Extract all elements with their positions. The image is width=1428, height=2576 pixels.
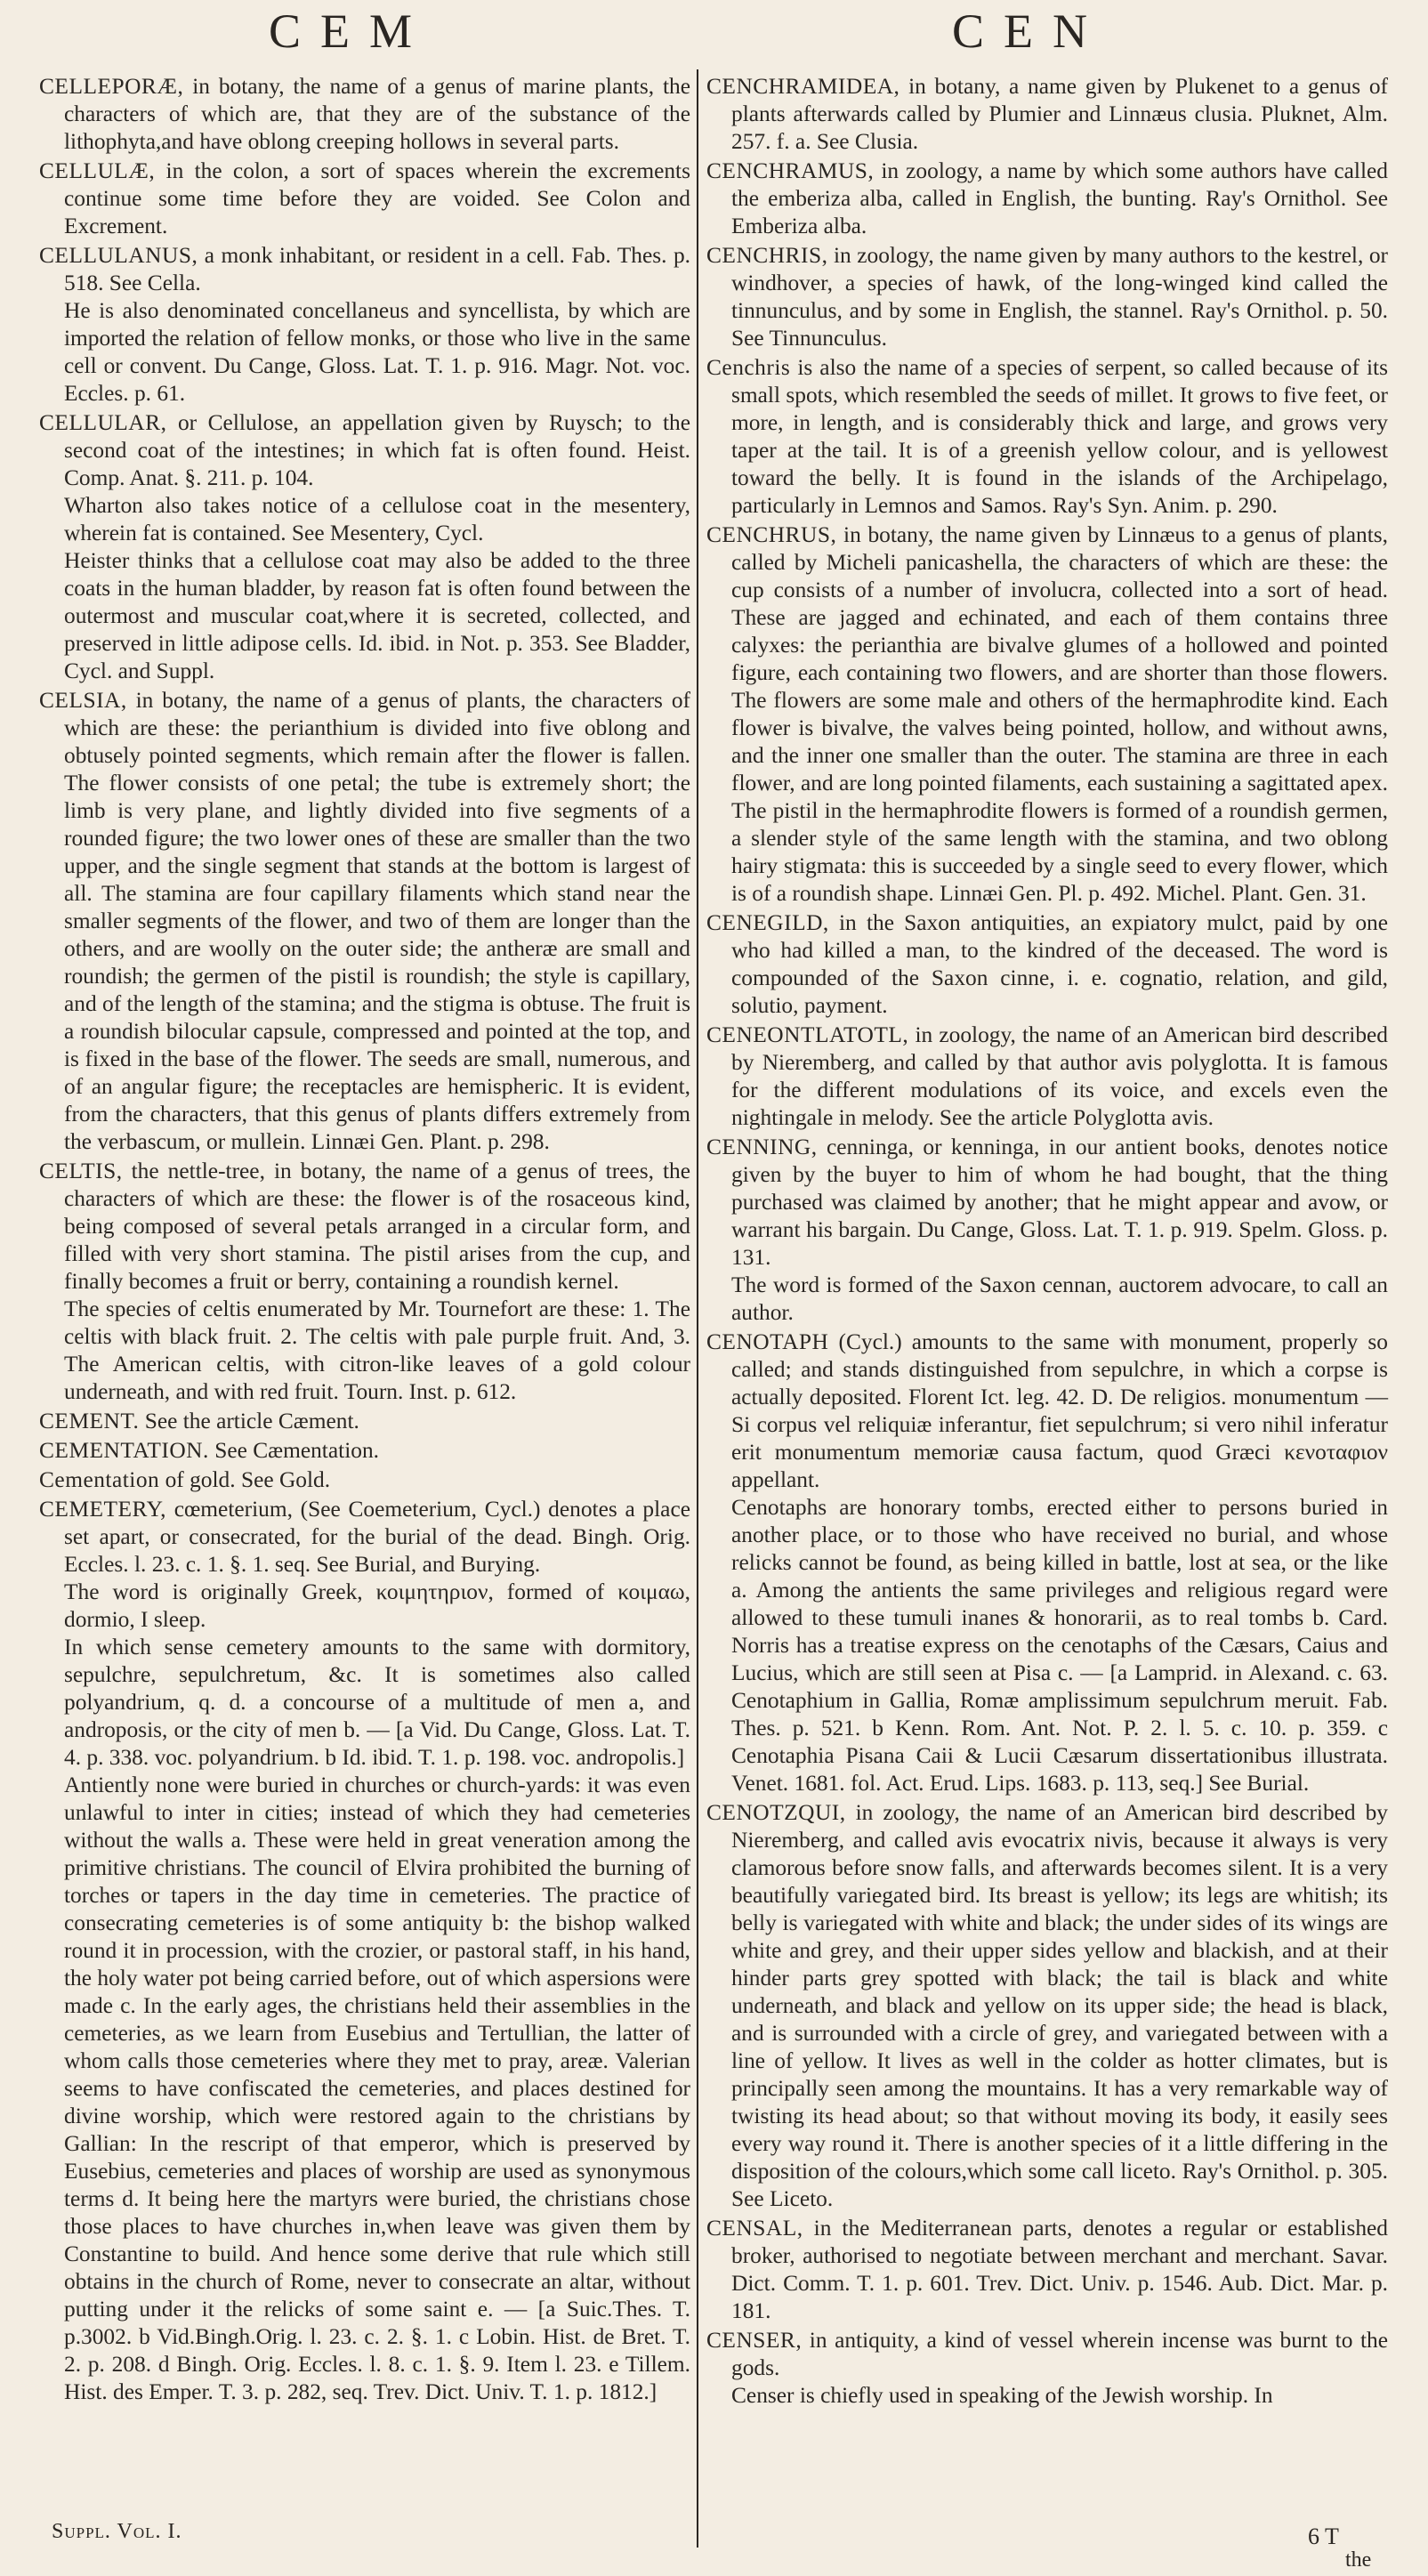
entry-headword: CEMENT. bbox=[39, 1409, 140, 1433]
dictionary-entry bbox=[39, 73, 690, 156]
entry-paragraph bbox=[39, 1634, 690, 1772]
entry-headword: CELLULAR, bbox=[39, 410, 167, 435]
entry-text: of gold. See Gold. bbox=[165, 1467, 331, 1492]
dictionary-entry bbox=[706, 909, 1388, 1020]
entry-text: Antiently none were buried in churches or church-yards: it was even unlawful to inter in cities; instead of which they had cemeteries without the walls a. These were held in great veneration among the primitive christians. The council of Elvira prohibited the burning of torches or tapers in the day time in cemeteries. The practice of consecrating cemeteries is of some antiquity b: the bishop walked round it in procession, with the crozier, or pastoral staff, in his hand, the holy water pot being carried before, out of which aspersions were made c. In the early ages, the christians held their assemblies in the cemeteries, as we learn from Eusebius and Tertullian, the latter of whom calls those cemeteries where they met to pray, areæ. Valerian seems to have confiscated the cemeteries, and places destined for divine worship, which were restored again to the christians by Gallian: In the rescript of that emperor, which is preserved by Eusebius, cemeteries and places of worship are used as synonymous terms d. It being here the martyrs were buried, the christians chose those places to have churches in,when leave was given them by Constantine to build. And hence some derive that rule which still obtains in the church of Rome, never to consecrate an altar, without putting under it the relicks of some saint e. — [a Suic.Thes. T. p.3002. b Vid.Bingh.Orig. l. 23. c. 2. §. 1. c Lobin. Hist. de Bret. T. 2. p. 208. d Bingh. Orig. Eccles. l. 8. c. 1. §. 9. Item l. 23. e Tillem. Hist. des Emper. T. 3. p. 282, seq. Trev. Dict. Univ. T. 1. p. 1812.] bbox=[64, 1773, 690, 2404]
entry-first-paragraph bbox=[706, 1328, 1388, 1494]
entry-paragraph bbox=[706, 1272, 1388, 1327]
running-head-right: CEN bbox=[952, 4, 1107, 58]
dictionary-entry bbox=[39, 409, 690, 685]
dictionary-entry bbox=[39, 1158, 690, 1406]
entry-first-paragraph bbox=[706, 1022, 1388, 1132]
entry-paragraph bbox=[39, 547, 690, 685]
dictionary-entry bbox=[706, 521, 1388, 908]
catchword: the bbox=[1345, 2548, 1372, 2572]
entry-text: The word is originally Greek, κοιμητηριον, formed of κοιμαω, dormio, I sleep. bbox=[64, 1579, 690, 1632]
entry-first-paragraph bbox=[706, 909, 1388, 1020]
entry-first-paragraph bbox=[706, 1799, 1388, 2213]
entry-headword: CELLULANUS, bbox=[39, 243, 198, 268]
dictionary-entry bbox=[39, 1408, 690, 1435]
entry-headword: CENCHRAMIDEA, bbox=[706, 74, 900, 99]
entry-headword: CENNING, bbox=[706, 1135, 818, 1159]
entry-paragraph bbox=[39, 1296, 690, 1406]
entry-headword: CENOTZQUI, bbox=[706, 1800, 846, 1825]
entry-text: in zoology, a name by which some authors have called the emberiza alba, called in English, the bunting. Ray's Ornithol. See Emberiza alba. bbox=[731, 158, 1388, 238]
dictionary-entry bbox=[39, 157, 690, 240]
dictionary-entry bbox=[706, 1022, 1388, 1132]
entry-text: in zoology, the name of an American bird described by Nieremberg, and called by that author avis polyglotta. It is famous for the different modulations of its voice, and excels even the nightingale in melody. See the article Polyglotta avis. bbox=[731, 1022, 1388, 1130]
dictionary-entry bbox=[706, 1328, 1388, 1797]
entry-first-paragraph bbox=[706, 2215, 1388, 2325]
entry-paragraph bbox=[39, 492, 690, 547]
dictionary-entry bbox=[39, 1496, 690, 2406]
dictionary-entry bbox=[706, 1134, 1388, 1327]
entry-text: in botany, a name given by Plukenet to a genus of plants afterwards called by Plumier and Linnæus clusia. Pluknet, Alm. 257. f. a. See Clusia. bbox=[731, 74, 1388, 154]
entry-first-paragraph bbox=[706, 2327, 1388, 2382]
dictionary-entry bbox=[706, 73, 1388, 156]
right-column bbox=[706, 73, 1388, 2411]
entry-headword: CENCHRAMUS, bbox=[706, 158, 875, 183]
entry-text: He is also denominated concellaneus and syncellista, by which are imported the relation of fellow monks, or those who live in the same cell or convent. Du Cange, Gloss. Lat. T. 1. p. 916. Magr. Not. voc. Eccles. p. 61. bbox=[64, 298, 690, 406]
entry-text: Wharton also takes notice of a cellulose coat in the mesentery, wherein fat is contained. See Mesentery, Cycl. bbox=[64, 493, 690, 545]
entry-text: The word is formed of the Saxon cennan, auctorem advocare, to call an author. bbox=[731, 1272, 1388, 1325]
entry-first-paragraph bbox=[39, 409, 690, 492]
entry-text: a monk inhabitant, or resident in a cell. Fab. Thes. p. 518. See Cella. bbox=[64, 243, 690, 295]
entry-headword: CENEONTLATOTL, bbox=[706, 1022, 909, 1047]
dictionary-entry bbox=[706, 2327, 1388, 2410]
entry-first-paragraph bbox=[39, 1158, 690, 1296]
entry-text: in botany, the name of a genus of marine plants, the characters of which are, that they are of the substance of the lithophyta,and have oblong creeping hollows in several parts. bbox=[64, 74, 690, 154]
entry-first-paragraph bbox=[39, 1466, 690, 1494]
footer-signature: 6 T bbox=[1308, 2524, 1339, 2549]
entry-text: in zoology, the name of an American bird described by Nieremberg, and called avis evocatrix nivis, because it always is very clamorous before snow falls, and afterwards becomes silent. It is a very beautifully variegated bird. Its breast is yellow; its legs are whitish; its belly is variegated with white and black; the under sides of its wings are white and grey, and their upper sides yellow and blackish, and at their hinder parts grey spotted with black; the tail is black and white underneath, and black and yellow on its upper side; the head is black, and is surrounded with a circle of grey, and variegated between with a line of yellow. It lives as well in the colder as hotter climates, but is principally seen among the mountains. It has a very remarkable way of twisting its head about; so that without moving its body, it easily sees every way round it. There is another species of it a little differing in the disposition of the colours,which some call liceto. Ray's Ornithol. p. 305. See Liceto. bbox=[731, 1800, 1388, 2211]
entry-first-paragraph bbox=[39, 242, 690, 297]
entry-text: the nettle-tree, in botany, the name of a genus of trees, the characters of which are these: the flower is of the rosaceous kind, being composed of several petals arranged in a circular form, and filled with very short stamina. The pistil arises from the cup, and finally becomes a fruit or berry, containing a roundish kernel. bbox=[64, 1159, 690, 1294]
entry-headword: CENCHRIS, bbox=[706, 243, 828, 268]
column-divider bbox=[697, 69, 698, 2548]
entry-text: See the article Cæment. bbox=[144, 1409, 359, 1433]
dictionary-entry bbox=[39, 687, 690, 1156]
entry-first-paragraph bbox=[39, 1437, 690, 1465]
entry-text: (Cycl.) amounts to the same with monument, properly so called; and stands distinguished from sepulchre, in which a corpse is actually deposited. Florent Ict. leg. 42. D. De religios. monumentum — Si corpus vel reliquiæ inferantur, fiet sepulchrum; si vero nihil inferatur erit monumentum memoriæ causa factum, quod Græci κενοταφιον appellant. bbox=[731, 1329, 1388, 1492]
entry-paragraph bbox=[39, 297, 690, 408]
dictionary-entry bbox=[39, 1437, 690, 1465]
footer-volume: Suppl. Vol. I. bbox=[52, 2520, 182, 2543]
dictionary-entry bbox=[706, 2215, 1388, 2325]
entry-first-paragraph bbox=[706, 1134, 1388, 1272]
entry-paragraph bbox=[706, 1494, 1388, 1797]
entry-first-paragraph bbox=[706, 157, 1388, 240]
entry-headword: Cementation bbox=[39, 1467, 160, 1492]
entry-headword: CELTIS, bbox=[39, 1159, 123, 1183]
entry-paragraph bbox=[39, 1579, 690, 1634]
entry-text: in the Mediterranean parts, denotes a regular or established broker, authorised to negotiate between merchant and merchant. Savar. Dict. Comm. T. 1. p. 601. Trev. Dict. Univ. p. 1546. Aub. Dict. Mar. p. 181. bbox=[731, 2216, 1388, 2323]
entry-text: in zoology, the name given by many authors to the kestrel, or windhover, a species of hawk, of the long-winged kind called the tinnunculus, and by some in English, the stannel. Ray's Ornithol. p. 50. See Tinnunculus. bbox=[731, 243, 1388, 351]
entry-first-paragraph bbox=[706, 521, 1388, 908]
entry-text: in antiquity, a kind of vessel wherein incense was burnt to the gods. bbox=[731, 2328, 1388, 2380]
entry-text: cœmeterium, (See Coemeterium, Cycl.) denotes a place set apart, or consecrated, for the burial of the dead. Bingh. Orig. Eccles. l. 23. c. 1. §. 1. seq. See Burial, and Burying. bbox=[64, 1497, 690, 1577]
entry-headword: CENCHRUS, bbox=[706, 522, 837, 547]
entry-text: or Cellulose, an appellation given by Ruysch; to the second coat of the intestines; in which fat is often found. Heist. Comp. Anat. §. 211. p. 104. bbox=[64, 410, 690, 490]
entry-headword: CENEGILD, bbox=[706, 910, 829, 935]
running-head-left: CEM bbox=[269, 4, 432, 58]
entry-paragraph bbox=[39, 1772, 690, 2406]
left-column bbox=[39, 73, 690, 2408]
dictionary-entry bbox=[706, 157, 1388, 240]
entry-text: in the colon, a sort of spaces wherein the excrements continue some time before they are voided. See Colon and Excrement. bbox=[64, 158, 690, 238]
entry-headword: CEMETERY, bbox=[39, 1497, 166, 1522]
entry-first-paragraph bbox=[39, 1408, 690, 1435]
entry-text: Heister thinks that a cellulose coat may also be added to the three coats in the human bladder, by reason fat is often found between the outermost and muscular coat,where it is secreted, collected, and preserved in little adipose cells. Id. ibid. in Not. p. 353. See Bladder, Cycl. and Suppl. bbox=[64, 548, 690, 683]
entry-text: Censer is chiefly used in speaking of the Jewish worship. In bbox=[731, 2383, 1273, 2408]
dictionary-entry bbox=[39, 242, 690, 408]
entry-first-paragraph bbox=[39, 157, 690, 240]
entry-text: The species of celtis enumerated by Mr. Tournefort are these: 1. The celtis with black fruit. 2. The celtis with pale purple fruit. And, 3. The American celtis, with citron-like leaves of a gold colour underneath, and with red fruit. Tourn. Inst. p. 612. bbox=[64, 1296, 690, 1404]
entry-headword: CENSAL, bbox=[706, 2216, 803, 2241]
entry-first-paragraph bbox=[39, 687, 690, 1156]
entry-headword: CENOTAPH bbox=[706, 1329, 829, 1354]
entry-headword: CELLEPORÆ, bbox=[39, 74, 184, 99]
entry-first-paragraph bbox=[706, 242, 1388, 352]
dictionary-entry bbox=[706, 242, 1388, 352]
entry-headword: CENSER, bbox=[706, 2328, 803, 2353]
entry-headword: CELLULÆ, bbox=[39, 158, 156, 183]
entry-text: Cenotaphs are honorary tombs, erected either to persons buried in another place, or to those who have received no burial, and whose relicks cannot be found, as being killed in battle, lost at sea, or the like a. Among the antients the same privileges and religious regard were allowed to these tumuli inanes & honorarii, as to real tombs b. Card. Norris has a treatise express on the cenotaphs of the Cæsars, Caius and Lucius, which are still seen at Pisa c. — [a Lamprid. in Alexand. c. 63. Cenotaphium in Gallia, Romæ amplissimum sepulchrum meruit. Fab. Thes. p. 521. b Kenn. Rom. Ant. Not. P. 2. l. 5. c. 10. p. 359. c Cenotaphia Pisana Caii & Lucii Cæsarum dissertationibus illustrata. Venet. 1681. fol. Act. Erud. Lips. 1683. p. 113, seq.] See Burial. bbox=[731, 1495, 1388, 1796]
dictionary-entry bbox=[706, 1799, 1388, 2213]
entry-first-paragraph bbox=[39, 1496, 690, 1579]
entry-text: cenninga, or kenninga, in our antient books, denotes notice given by the buyer to him of whom he had bought, that the thing purchased was claimed by another; that he might appear and avow, or warrant his bargain. Du Cange, Gloss. Lat. T. 1. p. 919. Spelm. Gloss. p. 131. bbox=[731, 1135, 1388, 1270]
entry-text: In which sense cemetery amounts to the same with dormitory, sepulchre, sepulchretum, &c. It is sometimes also called polyandrium, q. d. a concourse of a multitude of men a, and androposis, or the city of men b. — [a Vid. Du Cange, Gloss. Lat. T. 4. p. 338. voc. polyandrium. b Id. ibid. T. 1. p. 198. voc. andropolis.] bbox=[64, 1635, 690, 1770]
dictionary-entry bbox=[39, 1466, 690, 1494]
entry-headword: CEMENTATION. bbox=[39, 1438, 209, 1463]
entry-text: in botany, the name of a genus of plants, the characters of which are these: the perianthium is divided into five oblong and obtusely pointed segments, which remain after the flower is fallen. The flower consists of one petal; the tube is extremely short; the limb is very plane, and lightly divided into five segments of a rounded figure; the two lower ones of these are smaller than the two upper, and the single segment that stands at the bottom is largest of all. The stamina are four capillary filaments which stand near the smaller segments of the flower, and two of them are longer than the others, and are woolly on the outer side; the antheræ are small and roundish; the germen of the pistil is roundish; the style is capillary, and of the length of the stamina; and the stigma is obtuse. The fruit is a roundish bilocular capsule, compressed and pointed at the top, and is fixed in the base of the flower. The seeds are small, numerous, and of an angular figure; the receptacles are hemispheric. It is evident, from the characters, that this genus of plants differs extremely from the verbascum, or mullein. Linnæi Gen. Plant. p. 298. bbox=[64, 688, 690, 1154]
entry-paragraph bbox=[706, 2382, 1388, 2410]
entry-first-paragraph bbox=[706, 73, 1388, 156]
entry-headword: Cenchris bbox=[706, 355, 791, 380]
entry-headword: CELSIA, bbox=[39, 688, 127, 713]
entry-first-paragraph bbox=[706, 354, 1388, 520]
entry-text: is also the name of a species of serpent, so called because of its small spots, which resembled the seeds of millet. It grows to five feet, or more, in length, and is considerably thick and large, and grows very taper at the tail. It is of a greenish yellow colour, and is yellowest toward the belly. It is found in the islands of the Archipelago, particularly in Lemnos and Samos. Ray's Syn. Anim. p. 290. bbox=[731, 355, 1388, 518]
entry-text: in botany, the name given by Linnæus to a genus of plants, called by Micheli panicashella, the characters of which are these: the cup consists of a number of involucra, collected into a sort of head. These are jagged and echinated, and each of them contains three calyxes: the perianthia are bivalve glumes of a hollowed and pointed figure, each containing two flowers, and are shorter than those flowers. The flowers are some male and others of the hermaphrodite kind. Each flower is bivalve, the valves being pointed, hollow, and without awns, and the inner one smaller than the outer. The stamina are three in each flower, and are long pointed filaments, each sustaining a sagittated apex. The pistil in the hermaphrodite flowers is formed of a roundish germen, a slender style of the same length with the stamina, and two oblong hairy stigmata: this is succeeded by a single seed to every flower, which is of a roundish shape. Linnæi Gen. Pl. p. 492. Michel. Plant. Gen. 31. bbox=[731, 522, 1388, 906]
entry-text: See Cæmentation. bbox=[214, 1438, 379, 1463]
entry-first-paragraph bbox=[39, 73, 690, 156]
dictionary-entry bbox=[706, 354, 1388, 520]
entry-text: in the Saxon antiquities, an expiatory mulct, paid by one who had killed a man, to the kindred of the deceased. The word is compounded of the Saxon cinne, i. e. cognatio, relation, and gild, solutio, payment. bbox=[731, 910, 1388, 1018]
